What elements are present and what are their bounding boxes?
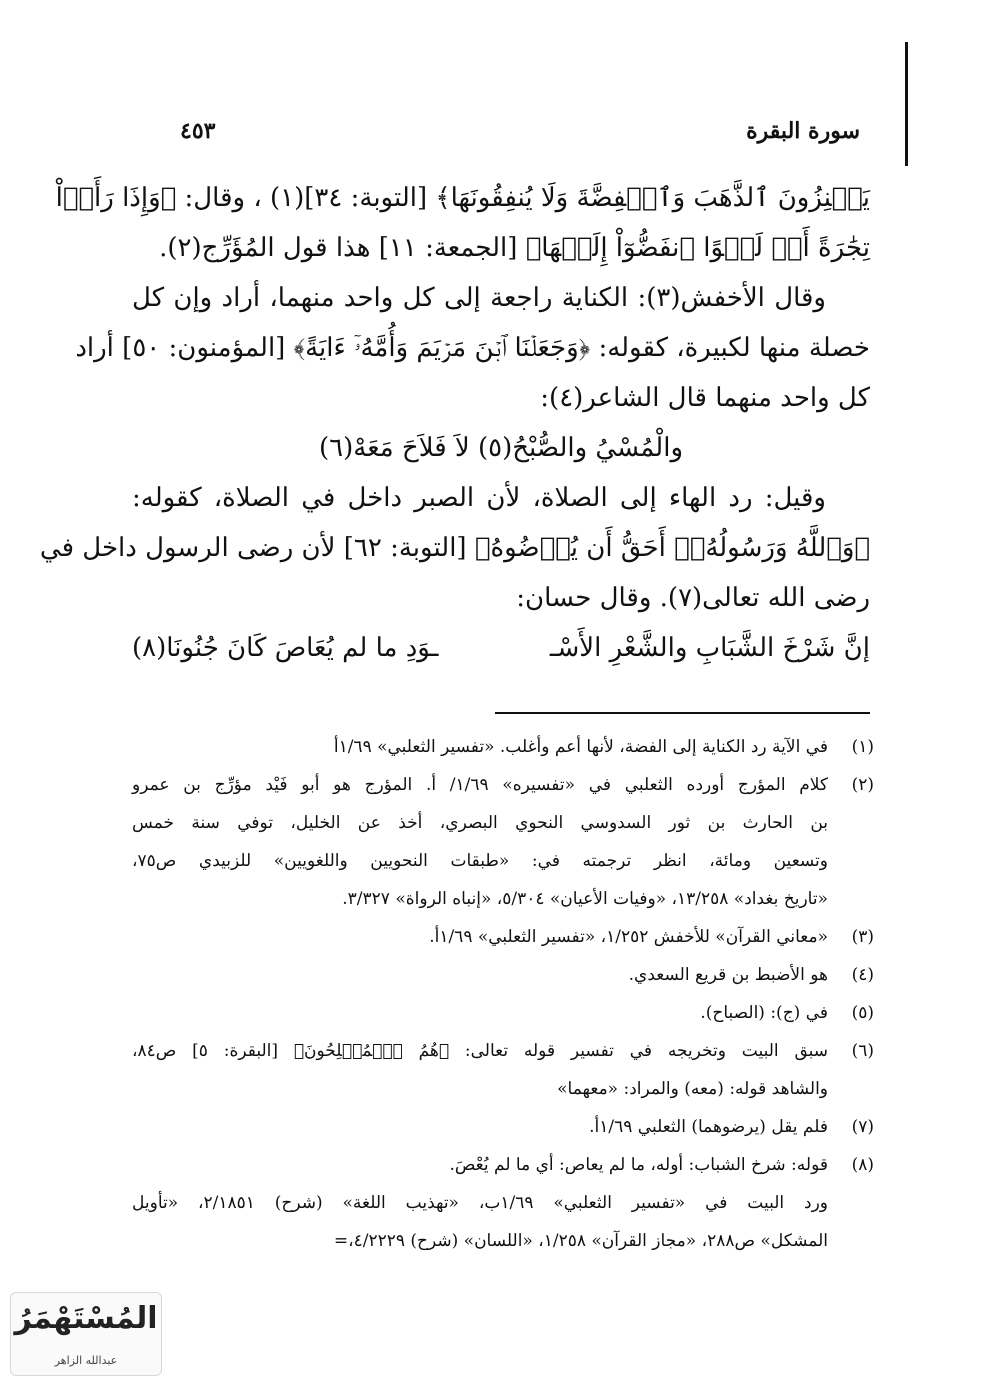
text-line: يَكۡنِزُونَ ٱلذَّهَبَ وَٱلۡفِضَّةَ وَلَا يُنفِقُونَهَا﴾ [التوبة: ٣٤](١) ، وقال: ﴿وَإِذَا رَأَوۡاْ	[55, 183, 870, 213]
text-line: تِجَٰرَةً أَوۡ لَهۡوًا ٱنفَضُّوٓاْ إِلَيۡهَا﴾ [الجمعة: ١١] هذا قول المُؤَرِّج(٢).	[159, 233, 870, 263]
text-line: ﴿وَٱللَّهُ وَرَسُولُهُۥٓ أَحَقُّ أَن يُرۡضُوهُ﴾ [التوبة: ٦٢] لأن رضى الرسول داخل في	[39, 533, 870, 563]
footnote-line: المشكل» ص٢٨٨، «مجاز القرآن» ١/٢٥٨، «اللسان» (شرح) ٤/٢٢٢٩،=	[333, 1231, 828, 1251]
footnote-line: في الآية رد الكناية إلى الفضة، لأنها أعم وأغلب. «تفسير الثعلبي» ١/٦٩أ	[333, 737, 828, 757]
footnote	[132, 1032, 874, 1108]
footnote-number: (١)	[851, 737, 874, 757]
footnote-number	[828, 1184, 874, 1260]
verse-line: والْمُسْيُ والصُّبْحُ(٥) لاَ فَلاَحَ مَعَهْ(٦)	[318, 433, 684, 463]
footnote-number: (٨)	[851, 1155, 874, 1175]
footnote	[132, 1108, 874, 1146]
footnote-line: كلام المؤرج أورده الثعلبي في «تفسيره» ١/٦٩/ أ. المؤرج هو أبو فَيْد مؤرِّج بن عمرو	[132, 775, 828, 795]
footnote-line: سبق البيت وتخريجه في تفسير قوله تعالى: ﴿هُمُ ٱلۡمُفۡلِحُونَ﴾ [البقرة: ٥] ص٨٤،	[132, 1041, 829, 1061]
footnote	[132, 766, 874, 918]
footnote-line: بن الحارث بن ثور السدوسي النحوي البصري، أخذ عن الخليل، توفي سنة خمس	[132, 813, 828, 833]
footnote-number: (٤)	[851, 965, 874, 985]
poetry-verse	[132, 628, 870, 668]
footnote-line: «تاريخ بغداد» ١٣/٢٥٨، «وفيات الأعيان» ٥/٣٠٤، «إنباه الرواة» ٣/٣٢٧.	[342, 889, 828, 909]
stamp-text: المُسْتَهْمَرُ	[14, 1301, 158, 1336]
stamp-subtext: عبدالله الزاهر	[54, 1354, 118, 1367]
footnote-line: «معاني القرآن» للأخفش ١/٢٥٢، «تفسير الثعلبي» ١/٦٩أ.	[429, 927, 828, 947]
verse-first-hemistich: إنَّ شَرْخَ الشَّبَابِ والشَّعْرِ الأَسْـ	[549, 633, 870, 663]
text-line: خصلة منها لكبيرة، كقوله: ﴿وَجَعَلۡنَا ٱبۡنَ مَرۡيَمَ وَأُمَّهُۥٓ ءَايَةً﴾ [المؤمنون: ٥٠] أراد	[75, 333, 870, 363]
footnote	[132, 956, 874, 994]
footnote	[132, 1146, 874, 1184]
footnote	[132, 728, 874, 766]
footnote-line: والشاهد قوله: (معه) والمراد: «معهما»	[557, 1079, 828, 1099]
margin-rule	[905, 42, 908, 166]
footnote-line: ورد البيت في «تفسير الثعلبي» ١/٦٩ب، «تهذيب اللغة» (شرح) ٢/١٨٥١، «تأويل	[132, 1193, 828, 1213]
footnotes	[132, 728, 874, 1260]
page-header	[180, 118, 860, 158]
footnote-line: قوله: شرخ الشباب: أوله، ما لم يعاص: أي ما لم يُعْصَ.	[449, 1155, 828, 1175]
footnote-number: (٥)	[851, 1003, 874, 1023]
page-title: سورة البقرة	[746, 118, 860, 144]
footnote-number: (٣)	[851, 927, 874, 947]
footnote-line: في (ج): (الصباح).	[700, 1003, 828, 1023]
footnote	[132, 994, 874, 1032]
page-number: ٤٥٣	[180, 118, 216, 144]
library-stamp-logo	[10, 1292, 162, 1376]
text-line: وقيل: رد الهاء إلى الصلاة، لأن الصبر داخل في الصلاة، كقوله:	[132, 483, 826, 513]
footnote-line: هو الأضبط بن قريع السعدي.	[628, 965, 828, 985]
footnote-continuation	[132, 1184, 874, 1260]
main-text	[39, 178, 870, 668]
footnote-number: (٧)	[851, 1117, 874, 1137]
footnote-line: فلم يقل (يرضوهما) الثعلبي ١/٦٩أ.	[589, 1117, 828, 1137]
text-line: وقال الأخفش(٣): الكناية راجعة إلى كل واحد منهما، أراد وإن كل	[132, 283, 826, 313]
text-line: كل واحد منهما قال الشاعر(٤):	[540, 383, 870, 413]
footnote-number: (٦)	[851, 1041, 874, 1061]
footnote	[132, 918, 874, 956]
footnote-number: (٢)	[851, 775, 874, 795]
footnote-line: وتسعين ومائة، انظر ترجمته في: «طبقات النحويين واللغويين» للزبيدي ص٧٥،	[132, 851, 828, 871]
verse-second-hemistich: ـوَدِ ما لم يُعَاصَ كَانَ جُنُونَا(٨)	[132, 633, 439, 663]
text-line: رضى الله تعالى(٧). وقال حسان:	[516, 583, 870, 613]
footnote-separator	[495, 712, 870, 714]
